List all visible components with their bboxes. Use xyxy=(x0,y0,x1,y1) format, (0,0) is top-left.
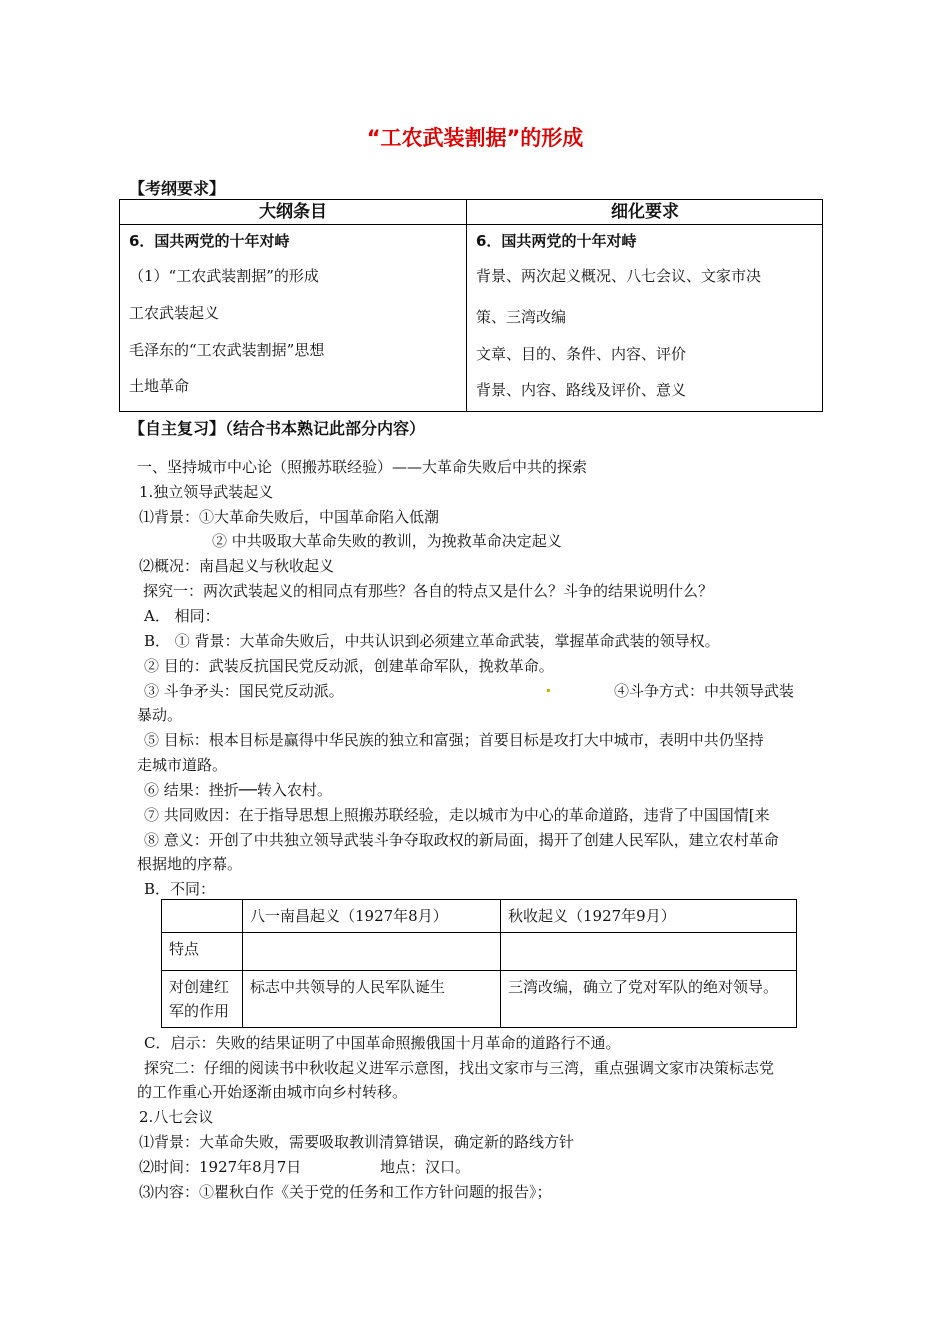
table-cell: 对创建红军的作用 xyxy=(162,971,243,1028)
body-line: 探究一：两次武装起义的相同点有那些？各自的特点又是什么？斗争的结果说明什么？ xyxy=(143,582,714,600)
body-line: 的工作重心开始逐渐由城市向乡村转移。 xyxy=(137,1083,408,1101)
table-cell: 秋收起义（1927年9月） xyxy=(501,900,797,933)
table-header-outline: 大纲条目 xyxy=(259,202,327,222)
body-line: B． ① 背景：大革命失败后，中共认识到必须建立革命武装，掌握革命武装的领导权。 xyxy=(144,632,720,650)
table-cell xyxy=(501,933,797,971)
table-header-detail: 细化要求 xyxy=(611,202,679,222)
body-line: ⑥ 结果：挫折──转入农村。 xyxy=(144,781,332,799)
body-line: 地点：汉口。 xyxy=(380,1158,471,1176)
page-title: “工农武装割据”的形成 xyxy=(366,126,584,150)
body-line: ⑴背景：①大革命失败后，中国革命陷入低潮 xyxy=(139,508,440,526)
body-line: ⑴背景：大革命失败，需要吸取教训清算错误，确定新的路线方针 xyxy=(139,1133,575,1151)
detail-item: 背景、内容、路线及评价、意义 xyxy=(476,381,687,399)
detail-item: 文章、目的、条件、内容、评价 xyxy=(476,345,687,363)
table-cell xyxy=(162,900,243,933)
comparison-table xyxy=(161,899,797,1028)
table-row xyxy=(162,900,797,933)
detail-item: 6．国共两党的十年对峙 xyxy=(476,232,637,250)
body-line: 探究二：仔细的阅读书中秋收起义进军示意图，找出文家市与三湾，重点强调文家市决策标志党 xyxy=(144,1059,775,1077)
outline-item: （1）“工农武装割据”的形成 xyxy=(129,267,319,285)
detail-item: 策、三湾改编 xyxy=(476,308,567,326)
body-line: ⑧ 意义：开创了中共独立领导武装斗争夺取政权的新局面，揭开了创建人民军队，建立农村革命 xyxy=(144,831,779,849)
requirements-table xyxy=(119,199,823,412)
table-divider xyxy=(466,200,467,411)
body-line: 2.八七会议 xyxy=(139,1108,214,1126)
body-line: C．启示：失败的结果证明了中国革命照搬俄国十月革命的道路行不通。 xyxy=(144,1034,621,1052)
body-line: ⑦ 共同败因：在于指导思想上照搬苏联经验，走以城市为中心的革命道路，违背了中国国情[来 xyxy=(144,806,770,824)
decorative-dot xyxy=(547,689,550,692)
detail-item: 背景、两次起义概况、八七会议、文家市决 xyxy=(476,267,762,285)
outline-item: 工农武装起义 xyxy=(129,304,220,322)
table-row xyxy=(162,933,797,971)
table-row xyxy=(162,971,797,1028)
body-line: A． 相同： xyxy=(144,607,220,625)
body-line: 走城市道路。 xyxy=(137,756,228,774)
body-line: 一、坚持城市中心论（照搬苏联经验）——大革命失败后中共的探索 xyxy=(137,458,588,476)
body-line: 暴动。 xyxy=(137,706,183,724)
body-line: ⑤ 目标：根本目标是赢得中华民族的独立和富强；首要目标是攻打大中城市，表明中共仍坚持 xyxy=(144,731,764,749)
section-heading-exam-requirements: 【考纲要求】 xyxy=(129,179,226,198)
body-line: ④斗争方式：中共领导武装 xyxy=(614,682,795,700)
outline-item: 毛泽东的“工农武装割据”思想 xyxy=(129,341,325,359)
table-cell: 特点 xyxy=(162,933,243,971)
section-heading-self-review: 【自主复习】（结合书本熟记此部分内容） xyxy=(129,419,426,438)
body-line: ② 中共吸取大革命失败的教训，为挽救革命决定起义 xyxy=(212,532,562,550)
body-line: B．不同： xyxy=(144,880,216,898)
body-line: ② 目的：武装反抗国民党反动派，创建革命军队，挽救革命。 xyxy=(144,657,554,675)
table-cell: 八一南昌起义（1927年8月） xyxy=(243,900,501,933)
outline-item: 土地革命 xyxy=(129,377,190,395)
table-header-rule xyxy=(120,224,822,225)
outline-item: 6．国共两党的十年对峙 xyxy=(129,232,290,250)
table-cell: 三湾改编，确立了党对军队的绝对领导。 xyxy=(501,971,797,1028)
body-line: 1.独立领导武装起义 xyxy=(139,483,274,501)
body-line: ⑶内容：①瞿秋白作《关于党的任务和工作方针问题的报告》； xyxy=(139,1183,552,1201)
table-cell: 标志中共领导的人民军队诞生 xyxy=(243,971,501,1028)
body-line: ⑵时间：1927年8月7日 xyxy=(139,1158,302,1176)
body-line: 根据地的序幕。 xyxy=(137,855,243,873)
body-line: ③ 斗争矛头：国民党反动派。 xyxy=(144,682,344,700)
table-cell xyxy=(243,933,501,971)
body-line: ⑵概况：南昌起义与秋收起义 xyxy=(139,557,335,575)
